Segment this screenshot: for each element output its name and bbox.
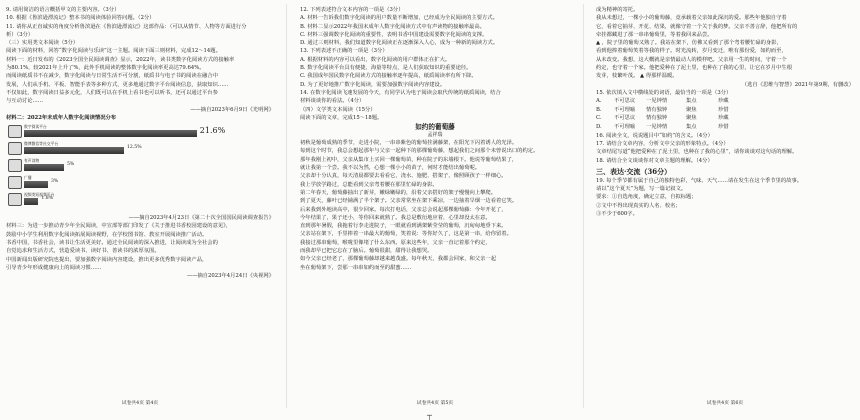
story-line: 直到那年暑假，我拖着行李走进院子，一眼就看到满架紫莹莹的葡萄，沉甸甸地垂下来。 bbox=[300, 223, 507, 230]
story-line: 它，看着它抽芽、开花、结果，就像守着一个关于我的梦。父亲不善言辞，他把所有的 bbox=[596, 23, 798, 30]
question-line: 请以“这个夏天”为题，写一篇记叙文。 bbox=[596, 186, 687, 193]
chart-caption: 材料二：2022年未成年人数字化阅读情况分布 bbox=[6, 114, 117, 121]
bar-category-label: 数字阅读平台 bbox=[24, 124, 47, 130]
option-word: 集点 bbox=[686, 98, 697, 105]
option-word: 聚焦 bbox=[686, 115, 697, 122]
bar bbox=[24, 181, 48, 188]
right-column bbox=[596, 6, 854, 408]
bar-category-label: 广播 bbox=[24, 175, 32, 181]
bar-category-label: 有声读物 bbox=[24, 158, 40, 164]
chart-bar-row bbox=[6, 192, 274, 206]
option-word: 情有独钟 bbox=[646, 115, 668, 122]
option-word: 不可理喻 bbox=[614, 106, 636, 113]
text-line: 而阅读纸质书不在减少，数字化阅读与日常生活不可分割，纸质书与电子书的阅读在融合中 bbox=[6, 73, 218, 80]
text-line: D. 通过三则材料，我们知道数字化阅读正在逐渐深入人心，成为一种新的阅读方式。 bbox=[300, 40, 499, 47]
option-letter: D. bbox=[596, 124, 602, 131]
story-line: 就让我第一个尝。我不以为然，心想一棵小小的苗子，何时才能结出葡萄呢。 bbox=[300, 165, 481, 172]
question-line: 16. 阅读全文，说说题目中“如约”的含义。（4分） bbox=[596, 132, 713, 139]
question-line: ②文中不得出现真实的人名、校名； bbox=[596, 202, 681, 209]
option-row bbox=[596, 97, 854, 106]
device-icon bbox=[8, 125, 22, 138]
option-word: 不可思议 bbox=[614, 98, 636, 105]
story-title: 如约的葡萄藤 bbox=[415, 123, 455, 132]
page-footer: 试卷共4页 第6页 bbox=[706, 401, 744, 406]
text-line: 鼓励中小学生利用数字化阅读拓展阅读视野，在学校图书馆、教室开展阅读推广活动。 bbox=[6, 231, 208, 238]
option-row bbox=[596, 106, 854, 115]
bar-value-label: 21.6% bbox=[199, 126, 226, 136]
text-line: 析）（3分） bbox=[6, 31, 34, 38]
story-line: 父亲却十分认真，每天清晨都要去看看它，浇水、施肥、搭架子，像照顾孩子一样细心。 bbox=[300, 173, 507, 180]
chart-bar-row bbox=[6, 175, 274, 189]
story-line: 到了夏天，藤叶已经铺满了半个架子。父亲常常坐在架下乘凉，一边抽着旱烟一边看着它笑。 bbox=[300, 198, 518, 205]
bar-value-label: 1.8% bbox=[41, 196, 54, 202]
chart-bar-row bbox=[6, 158, 274, 172]
text-line: 发展，人们从手机、平板、智能手表等多种方式，更多地通过数字平台阅读信息，获取知识…… bbox=[6, 81, 229, 88]
text-line: D. 为了更好地推广数字化阅读，需要加强数字阅读内容建设。 bbox=[300, 81, 446, 88]
option-row bbox=[596, 114, 854, 123]
chart-bar-row bbox=[6, 141, 274, 155]
option-word: 珍藏 bbox=[718, 115, 729, 122]
question-line: 19. 每个季节都有属于自己的独特色彩，气味、天气……请在发生在这个季节里的故事。 bbox=[596, 177, 803, 184]
option-word: 一见钟情 bbox=[646, 124, 668, 131]
questions-16-18 bbox=[596, 132, 854, 165]
page-footer: 试卷共4页 第4页 bbox=[121, 401, 159, 406]
question-15 bbox=[596, 89, 854, 97]
text-line: 11. 请你从正直诚实的角度分析鲁滨逊在《鲁滨逊漂流记》这部作品：（可以从情节、人物等方面进行分 bbox=[6, 23, 247, 30]
bar-category-label: 视频类短视频平台 bbox=[24, 192, 55, 198]
bar-value-label: 5% bbox=[67, 162, 75, 168]
bar bbox=[24, 130, 197, 137]
chart-source: ——摘自2023年4月23日《第二十次全国国民阅读调查报告》 bbox=[128, 215, 274, 222]
story-author: 孟祥瑞 bbox=[427, 132, 443, 139]
text-line: 材料三：为进一步推动青少年全民阅读，中宣部等部门印发了《关于推进书香校园建设的意见》， bbox=[6, 223, 232, 230]
text-line: A. 材料一告诉我们数字化阅读的用户数量不断增加，已经成为全民阅读的主要方式。 bbox=[300, 15, 498, 22]
bar bbox=[24, 198, 38, 205]
option-word: 珍惜 bbox=[718, 106, 729, 113]
story-line: 发芽，枝繁叶茂。 ▲ 得那样温暖。 bbox=[596, 73, 678, 80]
story-line: 每到这个时节，我总会想起那年与父亲一起种下的那棵葡萄藤，想起我们之间那个未曾说出口的约定。 bbox=[300, 148, 539, 155]
story-line: 父亲站在架下，手里捧着一串最大的葡萄，笑着说：等你好久了，这是第一串，给你留着。 bbox=[300, 231, 512, 238]
text-line: （三）实用类文本阅读（5分） bbox=[6, 40, 79, 47]
story-text bbox=[300, 139, 570, 272]
text-line: 不仅如此，数字阅读日益多元化，人们既可以在手机上看书也可以听书，还可以通过平台参 bbox=[6, 89, 218, 96]
option-word: 情有独钟 bbox=[646, 106, 668, 113]
question-line: ③不少于600字。 bbox=[596, 211, 638, 218]
source-quote: ——摘自2023年6月9日《光明网》 bbox=[190, 106, 274, 113]
story-line: 我上学放学路过，总能看到父亲弯着腰在那里忙碌的身影。 bbox=[300, 181, 438, 188]
story-line: 坐在葡萄架下，尝那一串串如约而至的甜蜜…… bbox=[300, 264, 412, 271]
story-line: 而我却早已把它忘在了脑后。葡萄很甜，甜得让我想哭。 bbox=[300, 248, 433, 255]
question-line: 18. 请结合全文谈谈你对文章主题的理解。（4分） bbox=[596, 157, 713, 164]
text-line: B. 材料二显示2022年我国未成年人数字化阅读方式中有声读物的接触率最高。 bbox=[300, 23, 485, 30]
bar-value-label: 12.5% bbox=[127, 145, 142, 151]
option-word: 珍藏 bbox=[718, 98, 729, 105]
options-table bbox=[596, 97, 854, 131]
source-quote: ——摘自2023年4月24日《央视网》 bbox=[186, 273, 274, 280]
device-icon bbox=[8, 176, 22, 189]
bar-category-label: 微博微信等社交平台 bbox=[24, 141, 59, 147]
question-line: 15. 依次填入文中横线处的词语，最恰当的一项是（3分） bbox=[596, 89, 732, 96]
option-letter: C. bbox=[596, 115, 602, 122]
text-line: 13. 下列表述不正确的一项是（3分） bbox=[300, 48, 388, 55]
story-line: 第二年春天，葡萄藤抽出了新芽，嫩绿嫩绿的，沿着父亲搭好的架子慢慢向上攀爬。 bbox=[300, 189, 496, 196]
story-line: 从未改变。我想，这大概就是亲情最动人的模样吧。父亲用一生的时间，守着一个 bbox=[596, 56, 787, 63]
story-line: ▲ ，院子里的葡萄又熟了。我站在架下，仿佛又看到了那个弯着腰忙碌的身影， bbox=[596, 40, 782, 47]
story-line: 今年结果了，果子还小，等你回来就熟了。我总是敷衍地应着，心里却没太在意。 bbox=[300, 214, 491, 221]
story-line: 那年我刚上初中，父亲从集市上买回一棵葡萄苗，种在院子的东墙根下。他说等葡萄结果了， bbox=[300, 156, 518, 163]
text-line: B. 数字化阅读平台具有便捷、海量等特点，是人们获取知识的重要途径。 bbox=[300, 65, 472, 72]
chart-bar-row bbox=[6, 124, 274, 138]
middle-question-block bbox=[300, 6, 570, 122]
question-19 bbox=[596, 177, 854, 218]
section-heading: 三、表达·交流（36分） bbox=[596, 166, 672, 176]
text-line: 材料一：近日发布的《2023全国全民阅读调查》显示，2022年，读书类数字化阅读方式的接触率 bbox=[6, 56, 235, 63]
text-line: 自觉追求和生活方式，营造爱读书、读好书、善读书的浓厚氛围。 bbox=[6, 248, 160, 255]
option-letter: B. bbox=[596, 106, 602, 113]
story-line: 约定，也守着一个家。他把爱种在了泥土里，也种在了我的心里，让它在岁月中生根 bbox=[596, 65, 792, 72]
option-row bbox=[596, 123, 854, 132]
bar-value-label: 3% bbox=[51, 179, 59, 185]
story-line: 我接过那串葡萄，喉咙里像堵了什么东西。原来这些年，父亲一直记着那个约定， bbox=[300, 239, 491, 246]
column-divider bbox=[286, 4, 287, 408]
question-line: 文章结尾写道“他把爱种在了泥土里，也种在了我的心里”，请你谈谈对这句话的理解。 bbox=[596, 149, 798, 156]
story-source: （选自《思维与智慧》2021年第9期，有删改） bbox=[741, 81, 854, 88]
text-line: C. 我国成年国民数字化阅读方式的接触率逐年提高，纸质阅读率有所下降。 bbox=[300, 73, 477, 80]
story-line: 如今父亲已经老了，那棵葡萄藤却越来越茂盛。每年秋天，我都会回家，和父亲一起 bbox=[300, 256, 496, 263]
story-line: 初秋是葡萄成熟的季节，走进小院，一串串紫色的葡萄挂满藤架，在阳光下闪着诱人的光泽。 bbox=[300, 140, 518, 147]
option-word: 珍惜 bbox=[718, 124, 729, 131]
story-line: 牵挂都藏进了那一串串葡萄里，等着我回来品尝。 bbox=[596, 31, 713, 38]
crop-mark: ┬ bbox=[427, 411, 432, 420]
column-divider bbox=[583, 4, 584, 408]
text-line: 与互动讨论…… bbox=[6, 98, 44, 105]
option-word: 不可思议 bbox=[614, 115, 636, 122]
text-line: 材料谈谈你的看法。（4分） bbox=[300, 98, 365, 105]
text-line: A. 根据材料的内容可以看出，数字化阅读的用户群体正在扩大。 bbox=[300, 56, 451, 63]
option-word: 集点 bbox=[686, 124, 697, 131]
bar-chart bbox=[6, 124, 274, 212]
option-letter: A. bbox=[596, 98, 602, 105]
text-line: 阅读下面的材料，回答“数字化阅读与乐读”这一主题。阅读下面三则材料，完成12～14题。 bbox=[6, 48, 221, 55]
left-column bbox=[6, 6, 274, 408]
bar bbox=[24, 164, 64, 171]
text-line: 阅读下面的文章，完成15～18题。 bbox=[300, 114, 383, 121]
option-word: 聚焦 bbox=[686, 106, 697, 113]
text-line: 10. 根据《鲁滨逊漂流记》整本书的阅读体验回答问题。（2分） bbox=[6, 15, 155, 22]
text-line: C. 材料三强调数字化阅读的重要性，表明书香中国建设需要数字化阅读的支撑。 bbox=[300, 31, 488, 38]
story-continuation bbox=[596, 6, 854, 81]
material-three bbox=[6, 222, 274, 272]
bar bbox=[24, 147, 124, 154]
page-footer: 试卷共4页 第5页 bbox=[416, 401, 454, 406]
text-line: 9. 请用简洁的语言概括甲文的主要内容。（3分） bbox=[6, 7, 120, 13]
text-line: （四）文学类文本阅读（15分） bbox=[300, 106, 376, 113]
middle-column bbox=[300, 6, 570, 408]
device-icon bbox=[8, 142, 22, 155]
device-icon bbox=[8, 193, 22, 206]
text-line: 书香中国，书香社会，读书让生活更美好。通过全民阅读的深入推进，让阅读成为全社会的 bbox=[6, 240, 218, 247]
story-line: 后来我到外地读高中，很少回家。每次打电话，父亲总会说起那棵葡萄藤：今年开花了， bbox=[300, 206, 507, 213]
option-word: 不可理喻 bbox=[614, 124, 636, 131]
story-line: 成为精神的寄托。 bbox=[596, 7, 639, 13]
text-line: 引导青少年形成健康向上的阅读习惯…… bbox=[6, 264, 102, 271]
story-line: 看到他捧着葡萄笑着等我的样子。时光流转，岁月变迁，唯有那份爱，如约而至， bbox=[596, 48, 787, 55]
text-line: 中国新闻出版研究院也提出，要加强数字阅读内容建设，推出更多优秀数字阅读产品， bbox=[6, 256, 208, 263]
text-line: 为80.1%，较2021年上升了%，此外手机阅读的整体数字化阅读率更高达79.64%。 bbox=[6, 65, 205, 72]
question-line: 17. 请结合文章内容，分析文中父亲的形象特点。（4分） bbox=[596, 140, 729, 147]
device-icon bbox=[8, 159, 22, 172]
question-line: 要求：①自选角度，确定立意，自拟标题； bbox=[596, 194, 697, 201]
option-word: 一见钟情 bbox=[646, 98, 668, 105]
text-line: 12. 下列表述符合文本内容的一项是（3分） bbox=[300, 7, 404, 13]
left-text-block bbox=[6, 6, 274, 106]
story-line: 我从未想过，一棵小小的葡萄藤，竟承载着父亲如此深沉的爱。那些年他独自守着 bbox=[596, 15, 787, 22]
text-line: 14. 在数字化阅读飞速发展的今天，有同学认为电子阅读会取代传统的纸质阅读，结合 bbox=[300, 89, 501, 96]
